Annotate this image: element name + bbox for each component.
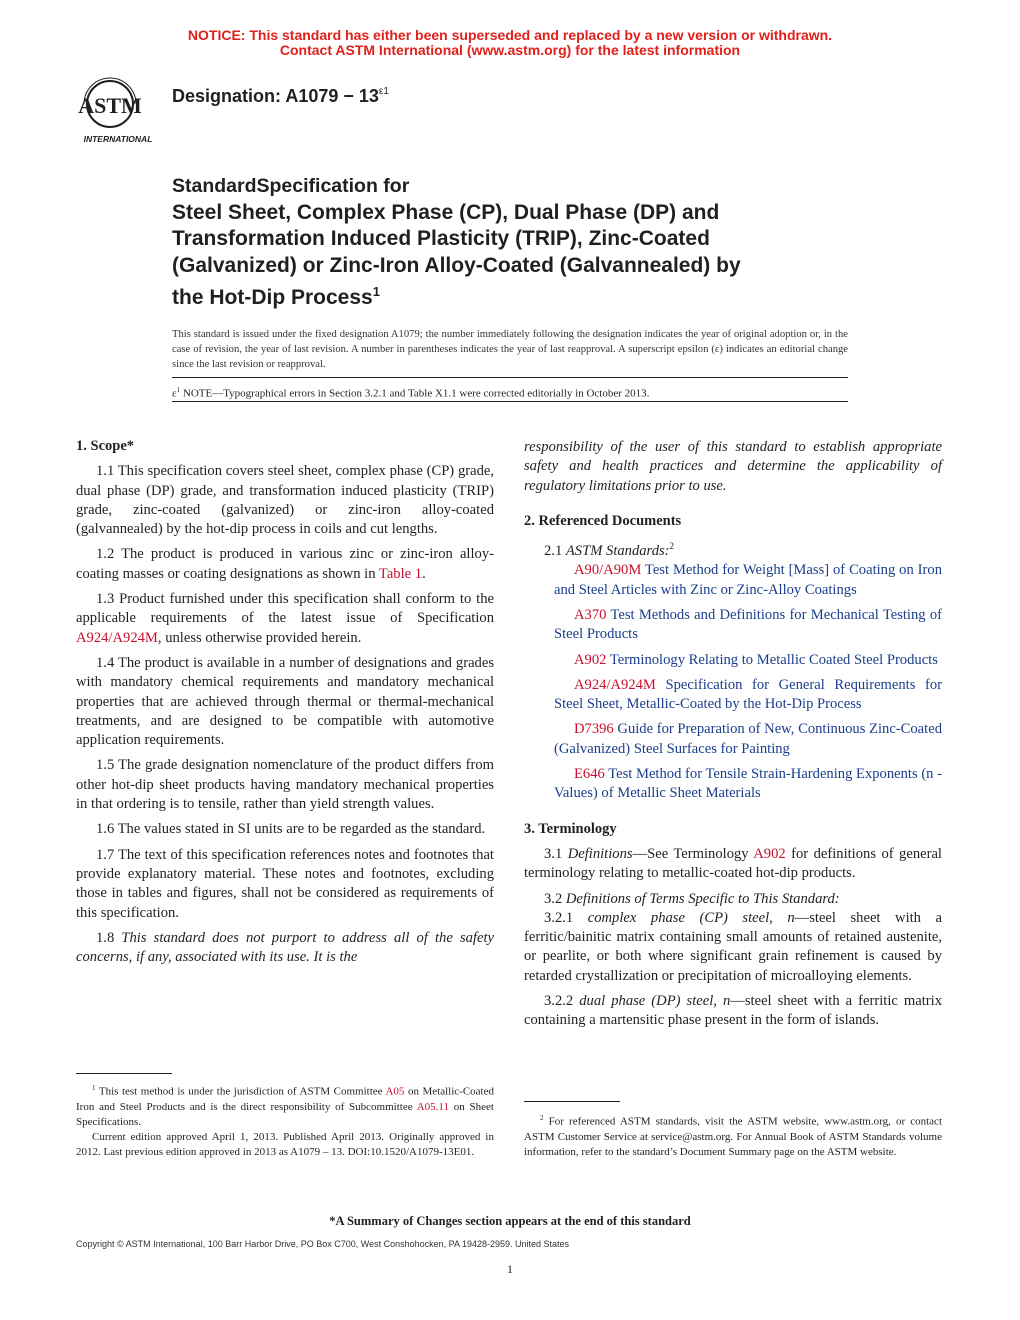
withdrawal-notice-line-1: NOTICE: This standard has either been superseded and replaced by a new version or withdrawn. — [187, 27, 833, 43]
designation — [172, 86, 389, 107]
paragraph-1-3-end: , unless otherwise provided herein. — [157, 629, 362, 646]
footnote-1-text-c: on Sheet Specifications. — [76, 1100, 494, 1128]
paragraph-3-1-label: Definitions — [567, 845, 633, 862]
section-2-heading: 2. Referenced Documents — [524, 512, 682, 529]
reference-item — [524, 720, 942, 759]
reference-title[interactable]: Guide for Preparation of New, Continuous Zinc-Coated (Galvanized) Steel Surfaces for Painting — [554, 721, 942, 757]
title-line-5: the Hot-Dip Process — [172, 286, 373, 309]
paragraph-3-2-2-number: 3.2.2 — [544, 992, 580, 1009]
table-1-link[interactable]: Table 1 — [378, 565, 423, 582]
committee-a05-link[interactable]: A05 — [385, 1085, 405, 1098]
footnote-2-book-title: Annual Book of ASTM Standards — [754, 1130, 906, 1143]
right-column — [524, 438, 942, 1037]
paragraph-1-4: 1.4 The product is available in a number of designations and grades with mandatory chemical requirements and mandatory mechanical properties that are achieved through thermal or thermal-mechanical treatments, and are designed to be compatible with automotive application requirements. — [76, 654, 494, 749]
preamble-rule-top — [172, 377, 848, 378]
reference-item — [524, 606, 942, 645]
paragraph-3-2-number: 3.2 — [544, 890, 566, 907]
referenced-documents-list — [524, 561, 942, 803]
footnote-2-text-b: volume information, refer to the standard’s Document Summary page on the ASTM website. — [524, 1130, 942, 1158]
section-3-heading: 3. Terminology — [524, 820, 617, 837]
footnote-2-text-a: For referenced ASTM standards, visit the ASTM website, www.astm.org, or contact ASTM Customer Service at service@astm.org. For — [524, 1115, 942, 1143]
title-line-4: (Galvanized) or Zinc-Iron Alloy-Coated (Galvannealed) by — [172, 253, 741, 277]
reference-code-link[interactable]: E646 — [574, 766, 605, 783]
footnote-2-rule — [524, 1101, 620, 1102]
paragraph-1-2 — [76, 545, 494, 584]
copyright-line: Copyright © ASTM International, 100 Barr Harbor Drive, PO Box C700, West Conshohocken, PA 19428-2959. United States — [76, 1239, 570, 1249]
footnote-1-text-a: This test method is under the jurisdiction of ASTM Committee — [95, 1085, 386, 1098]
paragraph-1-3 — [76, 590, 494, 648]
paragraph-2-1 — [524, 537, 942, 561]
a924-link[interactable]: A924/A924M — [76, 629, 158, 646]
footnote-2-body — [524, 1111, 942, 1160]
reference-title[interactable]: Specification for General Requirements for Steel Sheet, Metallic-Coated by the Hot-Dip Process — [554, 676, 942, 713]
paragraph-1-6: 1.6 The values stated in SI units are to be regarded as the standard. — [96, 821, 486, 838]
paragraph-1-8-number: 1.8 — [96, 929, 122, 946]
paragraph-1-2-end: . — [422, 565, 426, 582]
footnote-1 — [76, 1081, 494, 1160]
reference-title[interactable]: Terminology Relating to Metallic Coated Steel Products — [606, 651, 938, 668]
document-title — [172, 173, 852, 312]
paragraph-1-7: 1.7 The text of this specification references notes and footnotes that provide explanatory material. These notes and footnotes, excluding those in tables and figures, shall not be considered as requirements of this specification. — [76, 846, 494, 921]
paragraph-3-2-2-definition: —steel sheet with a ferritic matrix containing a martensitic phase present in the form of islands. — [524, 992, 943, 1029]
paragraph-1-3-text: 1.3 Product furnished under this specification shall conform to the applicable requirements of the latest issue of Specification — [76, 591, 494, 627]
reference-title[interactable]: Test Method for Weight [Mass] of Coating on Iron and Steel Articles with Zinc or Zinc-Alloy Coatings — [554, 562, 942, 598]
preamble: This standard is issued under the fixed designation A1079; the number immediately following the designation indicates the year of original adoption or, in the case of revision, the year of last revision. A number in parentheses indicates the year of last reapproval. A superscript epsilon (ε) indicates an editorial change since the last revision or reapproval. — [172, 329, 848, 371]
paragraph-3-2-1-term: complex phase (CP) steel, n — [587, 909, 795, 926]
paragraph-3-2-1-number: 3.2.1 — [544, 909, 588, 926]
paragraph-3-2 — [524, 890, 942, 909]
logo-letters: ASTM — [78, 93, 142, 118]
footnote-1-body — [76, 1081, 494, 1130]
paragraph-3-1-text-b: for definitions of general terminology relating to metallic-coated hot-dip products. — [524, 845, 942, 882]
footnote-2 — [524, 1111, 942, 1160]
paragraph-3-2-1 — [524, 909, 942, 986]
paragraph-1-8 — [76, 929, 494, 968]
reference-code-link[interactable]: A902 — [574, 651, 607, 668]
title-footnote-mark[interactable]: 1 — [372, 284, 380, 299]
reference-title[interactable]: Test Methods and Definitions for Mechanical Testing of Steel Products — [554, 606, 942, 643]
editorial-note-sup: 1 — [176, 386, 181, 394]
reference-item — [524, 765, 942, 804]
editorial-note — [172, 383, 848, 402]
designation-superscript: ε1 — [378, 86, 389, 97]
astm-logo — [70, 76, 166, 146]
paragraph-3-2-2 — [524, 992, 942, 1031]
page-number: 1 — [507, 1262, 513, 1276]
summary-of-changes-note: *A Summary of Changes section appears at the end of this standard — [329, 1214, 691, 1228]
reference-item — [524, 651, 942, 670]
paragraph-1-8-continued: responsibility of the user of this standard to establish appropriate safety and health practices and determine the applicability of regulatory limitations prior to use. — [524, 439, 942, 494]
reference-item — [524, 676, 942, 715]
footnote-1-rule — [76, 1073, 172, 1074]
reference-item — [524, 561, 942, 600]
paragraph-3-2-2-term: dual phase (DP) steel, n — [579, 992, 731, 1009]
subcommittee-a05-11-link[interactable]: A05.11 — [416, 1100, 450, 1113]
preamble-rule-bottom — [172, 401, 848, 402]
paragraph-1-1: 1.1 This specification covers steel sheet, complex phase (CP) grade, dual phase (DP) grade, and transformation induced plasticity (TRIP) grade, zinc-coated (galvanized) or zinc-iron alloy-coated (galvannealed) by the hot-dip process in coils and cut lengths. — [76, 463, 494, 538]
footnote-2-mark: 2 — [540, 1114, 544, 1122]
editorial-note-text: NOTE—Typographical errors in Section 3.2.1 and Table X1.1 were corrected editorially in October 2013. — [180, 387, 650, 400]
title-line-1: StandardSpecification for — [172, 175, 410, 197]
title-line-2: Steel Sheet, Complex Phase (CP), Dual Phase (DP) and — [172, 200, 720, 224]
title-line-3: Transformation Induced Plasticity (TRIP), Zinc-Coated — [172, 227, 710, 250]
paragraph-3-1-number: 3.1 — [544, 845, 568, 862]
a902-terminology-link[interactable]: A902 — [753, 845, 786, 862]
designation-label: Designation: A1079 − 13 — [172, 86, 379, 106]
footnote-1-text-b: on Metallic-Coated Iron and Steel Products and is the direct responsibility of Subcommittee — [76, 1085, 494, 1113]
reference-title[interactable]: Test Method for Tensile Strain-Hardening Exponents (n -Values) of Metallic Sheet Materials — [554, 766, 942, 802]
paragraph-2-1-footnote-mark[interactable]: 2 — [669, 541, 675, 552]
withdrawal-notice-line-2: Contact ASTM International (www.astm.org) for the latest information — [279, 42, 741, 58]
reference-code-link[interactable]: A924/A924M — [574, 676, 656, 693]
reference-code-link[interactable]: D7396 — [574, 721, 614, 738]
editorial-note-mark: ε — [172, 387, 177, 400]
section-1-heading: 1. Scope* — [76, 438, 134, 454]
paragraph-3-1 — [524, 845, 942, 884]
paragraph-3-2-1-definition: —steel sheet with a ferritic/bainitic matrix containing small amounts of retained austenite, or pearlite, or both where significant grain refinement is caused by retarded crystallization or precipitation of microalloying elements. — [524, 909, 942, 984]
paragraph-2-1-number: 2.1 — [544, 543, 566, 560]
footnote-1-mark: 1 — [92, 1084, 96, 1092]
reference-code-link[interactable]: A370 — [574, 606, 607, 623]
paragraph-2-1-label: ASTM Standards: — [565, 543, 670, 560]
paragraph-1-5: 1.5 The grade designation nomenclature of the product differs from other hot-dip sheet products having mandatory mechanical properties in that ordering is to tensile, rather than yield strength values. — [76, 757, 494, 813]
paragraph-3-2-label: Definitions of Terms Specific to This Standard: — [565, 890, 840, 907]
footnote-1-edition: Current edition approved April 1, 2013. Published April 2013. Originally approved in 2012. Last previous edition approved in 2013 as A1079 – 13. DOI:10.1520/A1079-13E01. — [76, 1130, 494, 1158]
reference-code-link[interactable]: A90/A90M — [574, 562, 642, 579]
left-column — [76, 437, 494, 973]
logo-subtext: INTERNATIONAL — [83, 134, 153, 144]
paragraph-1-8-text: This standard does not purport to address all of the safety concerns, if any, associated with its use. It is the — [76, 929, 494, 966]
paragraph-3-1-text-a: —See Terminology — [632, 845, 754, 862]
paragraph-1-2-text: 1.2 The product is produced in various zinc or zinc-iron alloy-coating masses or coating designations as shown in — [76, 546, 494, 582]
